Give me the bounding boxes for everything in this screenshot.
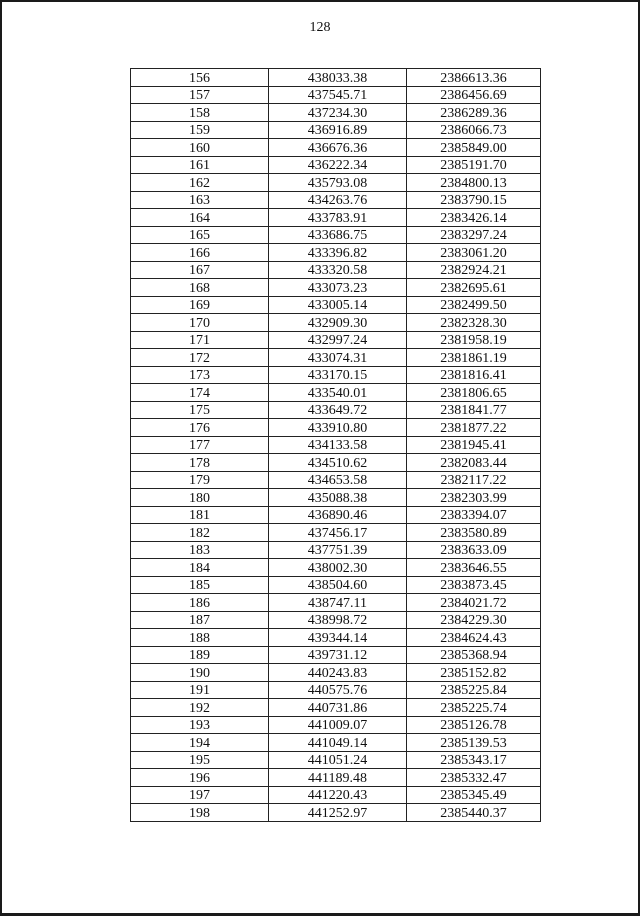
x-coordinate-cell: 433540.01 <box>269 384 407 402</box>
point-number-cell: 169 <box>131 296 269 314</box>
y-coordinate-cell: 2382695.61 <box>407 279 541 297</box>
point-number-cell: 171 <box>131 331 269 349</box>
table-row <box>131 786 541 804</box>
point-number-cell: 190 <box>131 664 269 682</box>
x-coordinate-cell: 441220.43 <box>269 786 407 804</box>
point-number-cell: 191 <box>131 681 269 699</box>
y-coordinate-cell: 2382499.50 <box>407 296 541 314</box>
point-number-cell: 198 <box>131 804 269 822</box>
x-coordinate-cell: 441051.24 <box>269 751 407 769</box>
point-number-cell: 178 <box>131 454 269 472</box>
y-coordinate-cell: 2384021.72 <box>407 594 541 612</box>
table-row <box>131 594 541 612</box>
x-coordinate-cell: 440243.83 <box>269 664 407 682</box>
point-number-cell: 166 <box>131 244 269 262</box>
point-number-cell: 183 <box>131 541 269 559</box>
point-number-cell: 179 <box>131 471 269 489</box>
y-coordinate-cell: 2385139.53 <box>407 734 541 752</box>
y-coordinate-cell: 2385126.78 <box>407 716 541 734</box>
table-row <box>131 751 541 769</box>
table-row <box>131 226 541 244</box>
point-number-cell: 189 <box>131 646 269 664</box>
table-row <box>131 699 541 717</box>
table-row <box>131 314 541 332</box>
point-number-cell: 193 <box>131 716 269 734</box>
y-coordinate-cell: 2381861.19 <box>407 349 541 367</box>
x-coordinate-cell: 437545.71 <box>269 86 407 104</box>
x-coordinate-cell: 433649.72 <box>269 401 407 419</box>
page-border-left <box>0 0 2 916</box>
x-coordinate-cell: 433910.80 <box>269 419 407 437</box>
x-coordinate-cell: 438998.72 <box>269 611 407 629</box>
y-coordinate-cell: 2383061.20 <box>407 244 541 262</box>
point-number-cell: 174 <box>131 384 269 402</box>
point-number-cell: 157 <box>131 86 269 104</box>
point-number-cell: 158 <box>131 104 269 122</box>
table-row <box>131 506 541 524</box>
y-coordinate-cell: 2385152.82 <box>407 664 541 682</box>
x-coordinate-cell: 441049.14 <box>269 734 407 752</box>
y-coordinate-cell: 2381877.22 <box>407 419 541 437</box>
x-coordinate-cell: 440575.76 <box>269 681 407 699</box>
y-coordinate-cell: 2382117.22 <box>407 471 541 489</box>
point-number-cell: 181 <box>131 506 269 524</box>
point-number-cell: 187 <box>131 611 269 629</box>
point-number-cell: 168 <box>131 279 269 297</box>
x-coordinate-cell: 437751.39 <box>269 541 407 559</box>
x-coordinate-cell: 437234.30 <box>269 104 407 122</box>
y-coordinate-cell: 2383790.15 <box>407 191 541 209</box>
y-coordinate-cell: 2381945.41 <box>407 436 541 454</box>
table-row <box>131 401 541 419</box>
table-row <box>131 261 541 279</box>
table-row <box>131 86 541 104</box>
table-row <box>131 524 541 542</box>
table-row <box>131 139 541 157</box>
point-number-cell: 172 <box>131 349 269 367</box>
point-number-cell: 177 <box>131 436 269 454</box>
y-coordinate-cell: 2385440.37 <box>407 804 541 822</box>
table-row <box>131 769 541 787</box>
y-coordinate-cell: 2383633.09 <box>407 541 541 559</box>
table-row <box>131 349 541 367</box>
x-coordinate-cell: 436676.36 <box>269 139 407 157</box>
x-coordinate-cell: 433783.91 <box>269 209 407 227</box>
table-row <box>131 209 541 227</box>
x-coordinate-cell: 438504.60 <box>269 576 407 594</box>
point-number-cell: 170 <box>131 314 269 332</box>
y-coordinate-cell: 2381958.19 <box>407 331 541 349</box>
table-row <box>131 436 541 454</box>
point-number-cell: 184 <box>131 559 269 577</box>
table-row <box>131 331 541 349</box>
x-coordinate-cell: 434263.76 <box>269 191 407 209</box>
y-coordinate-cell: 2385849.00 <box>407 139 541 157</box>
x-coordinate-cell: 433396.82 <box>269 244 407 262</box>
table-row <box>131 366 541 384</box>
page-number: 128 <box>309 20 331 35</box>
x-coordinate-cell: 441189.48 <box>269 769 407 787</box>
y-coordinate-cell: 2386289.36 <box>407 104 541 122</box>
table-row <box>131 156 541 174</box>
point-number-cell: 182 <box>131 524 269 542</box>
table-row <box>131 576 541 594</box>
x-coordinate-cell: 433170.15 <box>269 366 407 384</box>
y-coordinate-cell: 2381806.65 <box>407 384 541 402</box>
x-coordinate-cell: 441009.07 <box>269 716 407 734</box>
x-coordinate-cell: 436890.46 <box>269 506 407 524</box>
point-number-cell: 165 <box>131 226 269 244</box>
x-coordinate-cell: 433005.14 <box>269 296 407 314</box>
y-coordinate-cell: 2381816.41 <box>407 366 541 384</box>
x-coordinate-cell: 433320.58 <box>269 261 407 279</box>
table-row <box>131 629 541 647</box>
x-coordinate-cell: 433073.23 <box>269 279 407 297</box>
y-coordinate-cell: 2382303.99 <box>407 489 541 507</box>
y-coordinate-cell: 2383646.55 <box>407 559 541 577</box>
x-coordinate-cell: 439731.12 <box>269 646 407 664</box>
point-number-cell: 180 <box>131 489 269 507</box>
page-border-top <box>0 0 640 2</box>
x-coordinate-cell: 433686.75 <box>269 226 407 244</box>
x-coordinate-cell: 434133.58 <box>269 436 407 454</box>
y-coordinate-cell: 2384800.13 <box>407 174 541 192</box>
point-number-cell: 156 <box>131 69 269 87</box>
point-number-cell: 192 <box>131 699 269 717</box>
table-row <box>131 804 541 822</box>
x-coordinate-cell: 438747.11 <box>269 594 407 612</box>
table-row <box>131 734 541 752</box>
y-coordinate-cell: 2385345.49 <box>407 786 541 804</box>
table-row <box>131 541 541 559</box>
y-coordinate-cell: 2385332.47 <box>407 769 541 787</box>
table-row <box>131 69 541 87</box>
table-row <box>131 174 541 192</box>
y-coordinate-cell: 2384624.43 <box>407 629 541 647</box>
table-row <box>131 454 541 472</box>
table-row <box>131 716 541 734</box>
y-coordinate-cell: 2386456.69 <box>407 86 541 104</box>
y-coordinate-cell: 2385225.84 <box>407 681 541 699</box>
table-row <box>131 191 541 209</box>
x-coordinate-cell: 436916.89 <box>269 121 407 139</box>
y-coordinate-cell: 2382083.44 <box>407 454 541 472</box>
table-row <box>131 664 541 682</box>
point-number-cell: 160 <box>131 139 269 157</box>
x-coordinate-cell: 434653.58 <box>269 471 407 489</box>
y-coordinate-cell: 2385225.74 <box>407 699 541 717</box>
x-coordinate-cell: 441252.97 <box>269 804 407 822</box>
x-coordinate-cell: 438002.30 <box>269 559 407 577</box>
table-row <box>131 559 541 577</box>
y-coordinate-cell: 2385368.94 <box>407 646 541 664</box>
table-row <box>131 681 541 699</box>
table-row <box>131 296 541 314</box>
point-number-cell: 164 <box>131 209 269 227</box>
table-row <box>131 244 541 262</box>
point-number-cell: 188 <box>131 629 269 647</box>
x-coordinate-cell: 436222.34 <box>269 156 407 174</box>
point-number-cell: 196 <box>131 769 269 787</box>
point-number-cell: 167 <box>131 261 269 279</box>
y-coordinate-cell: 2382328.30 <box>407 314 541 332</box>
x-coordinate-cell: 438033.38 <box>269 69 407 87</box>
x-coordinate-cell: 435793.08 <box>269 174 407 192</box>
point-number-cell: 162 <box>131 174 269 192</box>
table-row <box>131 279 541 297</box>
y-coordinate-cell: 2383426.14 <box>407 209 541 227</box>
y-coordinate-cell: 2385191.70 <box>407 156 541 174</box>
point-number-cell: 159 <box>131 121 269 139</box>
point-number-cell: 195 <box>131 751 269 769</box>
table-row <box>131 121 541 139</box>
x-coordinate-cell: 440731.86 <box>269 699 407 717</box>
point-number-cell: 173 <box>131 366 269 384</box>
point-number-cell: 163 <box>131 191 269 209</box>
coordinates-table-body <box>131 69 541 822</box>
y-coordinate-cell: 2386613.36 <box>407 69 541 87</box>
y-coordinate-cell: 2385343.17 <box>407 751 541 769</box>
y-coordinate-cell: 2381841.77 <box>407 401 541 419</box>
y-coordinate-cell: 2384229.30 <box>407 611 541 629</box>
y-coordinate-cell: 2383394.07 <box>407 506 541 524</box>
point-number-cell: 186 <box>131 594 269 612</box>
x-coordinate-cell: 437456.17 <box>269 524 407 542</box>
point-number-cell: 161 <box>131 156 269 174</box>
table-row <box>131 104 541 122</box>
y-coordinate-cell: 2382924.21 <box>407 261 541 279</box>
x-coordinate-cell: 432909.30 <box>269 314 407 332</box>
y-coordinate-cell: 2383580.89 <box>407 524 541 542</box>
point-number-cell: 185 <box>131 576 269 594</box>
y-coordinate-cell: 2383297.24 <box>407 226 541 244</box>
table-row <box>131 471 541 489</box>
table-row <box>131 384 541 402</box>
table-row <box>131 611 541 629</box>
x-coordinate-cell: 434510.62 <box>269 454 407 472</box>
y-coordinate-cell: 2386066.73 <box>407 121 541 139</box>
point-number-cell: 197 <box>131 786 269 804</box>
x-coordinate-cell: 439344.14 <box>269 629 407 647</box>
x-coordinate-cell: 433074.31 <box>269 349 407 367</box>
table-row <box>131 646 541 664</box>
table-row <box>131 419 541 437</box>
x-coordinate-cell: 435088.38 <box>269 489 407 507</box>
table-row <box>131 489 541 507</box>
point-number-cell: 194 <box>131 734 269 752</box>
point-number-cell: 176 <box>131 419 269 437</box>
point-number-cell: 175 <box>131 401 269 419</box>
coordinates-table <box>130 68 541 822</box>
x-coordinate-cell: 432997.24 <box>269 331 407 349</box>
y-coordinate-cell: 2383873.45 <box>407 576 541 594</box>
